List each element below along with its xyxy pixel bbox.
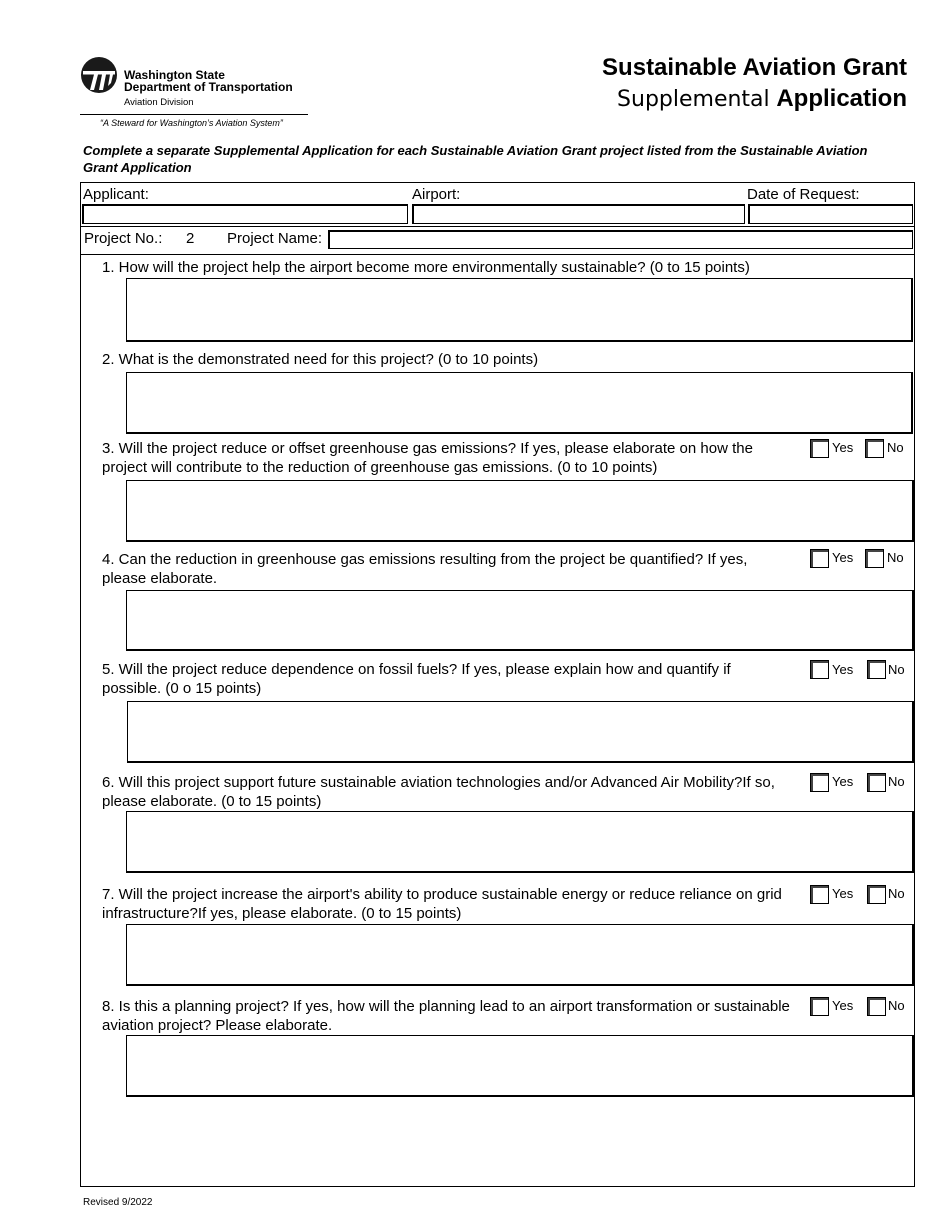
date-label: Date of Request: (747, 186, 860, 203)
question-8-no-checkbox[interactable] (867, 997, 886, 1016)
project-no-value[interactable]: 2 (186, 230, 195, 247)
project-no-label: Project No.: (84, 230, 163, 247)
row-divider (80, 226, 915, 227)
question-5-no-label: No (888, 662, 905, 677)
instructions-text: Complete a separate Supplemental Application for each Sustainable Aviation Grant project listed from the Sustainable Aviation Grant Application (83, 143, 868, 175)
question-8-yes-label: Yes (832, 998, 854, 1013)
question-3-text: 3. Will the project reduce or offset greenhouse gas emissions? If yes, please elaborate on how the project will contribute to the reduction of greenhouse gas emissions. (0 to 10 points) (102, 440, 753, 476)
question-7-yes-checkbox[interactable] (810, 885, 829, 904)
row-divider (80, 254, 915, 255)
question-4-answer[interactable] (126, 590, 914, 651)
question-2-answer[interactable] (126, 372, 913, 434)
question-8-text: 8. Is this a planning project? If yes, how will the planning lead to an airport transformation or sustainable aviation project? Please elaborate. (102, 998, 790, 1034)
question-6-yes-label: Yes (832, 774, 854, 789)
org-name-line1: Washington State (124, 68, 225, 82)
question-7-no-checkbox[interactable] (867, 885, 886, 904)
applicant-field[interactable] (82, 204, 408, 224)
subtitle-light: Supplemental (617, 87, 770, 112)
question-7-answer[interactable] (126, 924, 914, 986)
subtitle-bold: Application (776, 85, 907, 112)
question-1-text: 1. How will the project help the airport become more environmentally sustainable? (0 to 15 points) (102, 259, 750, 276)
question-4-text: 4. Can the reduction in greenhouse gas emissions resulting from the project be quantified? If yes, please elaborate. (102, 551, 748, 587)
question-7-text: 7. Will the project increase the airport's ability to produce sustainable energy or reduce reliance on grid infrastructure?If yes, please elaborate. (0 to 15 points) (102, 886, 782, 922)
org-division: Aviation Division (124, 97, 194, 108)
question-4-no-label: No (887, 550, 904, 565)
project-name-label: Project Name: (227, 230, 323, 247)
question-6-answer[interactable] (126, 811, 914, 873)
question-6-no-checkbox[interactable] (867, 773, 886, 792)
question-4-yes-label: Yes (832, 550, 854, 565)
question-4-no-checkbox[interactable] (865, 549, 884, 568)
question-3-no-checkbox[interactable] (865, 439, 884, 458)
org-name-line2: Department of Transportation (124, 80, 293, 94)
project-name-field[interactable] (328, 230, 913, 249)
question-6-text: 6. Will this project support future sustainable aviation technologies and/or Advanced Air Mobility?If so, please elaborate. (0 to 15 points) (102, 774, 775, 810)
question-3-no-label: No (887, 440, 904, 455)
org-tagline: “A Steward for Washington’s Aviation System” (100, 118, 283, 128)
applicant-label: Applicant: (83, 186, 149, 203)
question-5-yes-label: Yes (832, 662, 854, 677)
airport-label: Airport: (412, 186, 461, 203)
page-title: Sustainable Aviation Grant (602, 54, 907, 81)
question-6-no-label: No (888, 774, 905, 789)
question-4-yes-checkbox[interactable] (810, 549, 829, 568)
question-5-yes-checkbox[interactable] (810, 660, 829, 679)
question-7-no-label: No (888, 886, 905, 901)
question-8-yes-checkbox[interactable] (810, 997, 829, 1016)
question-8-answer[interactable] (126, 1035, 914, 1097)
question-7-yes-label: Yes (832, 886, 854, 901)
question-8-no-label: No (888, 998, 905, 1013)
question-5-answer[interactable] (127, 701, 914, 763)
airport-field[interactable] (412, 204, 745, 224)
date-of-request-field[interactable] (748, 204, 913, 224)
wsdot-logo-icon (80, 56, 118, 94)
question-6-yes-checkbox[interactable] (810, 773, 829, 792)
question-3-yes-label: Yes (832, 440, 854, 455)
question-2-text: 2. What is the demonstrated need for this project? (0 to 10 points) (102, 351, 539, 368)
revision-note: Revised 9/2022 (83, 1197, 153, 1208)
question-3-answer[interactable] (126, 480, 914, 542)
question-5-text: 5. Will the project reduce dependence on fossil fuels? If yes, please explain how and quantify if possible. (0 o 15 points) (102, 661, 731, 697)
question-5-no-checkbox[interactable] (867, 660, 886, 679)
logo-divider (80, 114, 308, 115)
question-1-answer[interactable] (126, 278, 913, 342)
question-3-yes-checkbox[interactable] (810, 439, 829, 458)
page-subtitle (617, 85, 907, 113)
